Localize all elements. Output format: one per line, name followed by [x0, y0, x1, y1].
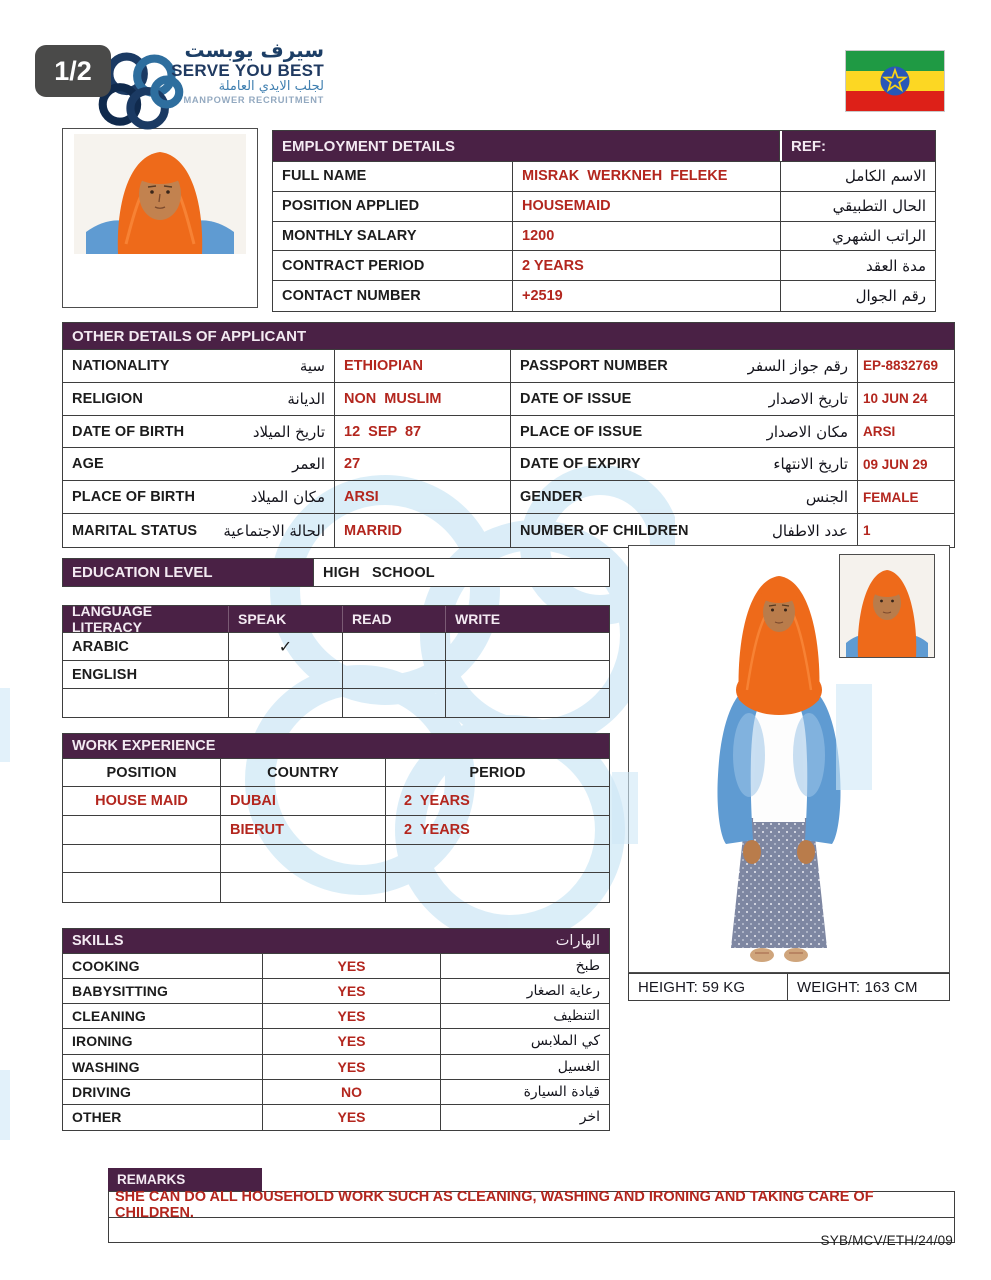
page-number-badge	[35, 45, 111, 97]
physical-stats-row	[628, 973, 950, 1001]
agency-name-english: SERVE YOU BEST	[171, 61, 324, 81]
employment-section-header: EMPLOYMENT DETAILS	[273, 131, 780, 161]
check-mark-icon: ✓	[278, 638, 293, 656]
column-header: COUNTRY	[267, 764, 339, 781]
table-row	[273, 251, 935, 281]
field-value: MARRID	[344, 522, 402, 539]
country-value: BIERUT	[230, 821, 284, 838]
field-value: 2 YEARS	[522, 257, 584, 274]
field-label: PASSPORT NUMBER	[520, 357, 668, 374]
field-value: HOUSEMAID	[522, 198, 611, 215]
field-label: DATE OF EXPIRY	[520, 456, 641, 473]
agency-logo-text	[128, 39, 324, 105]
field-label: GENDER	[520, 489, 583, 506]
field-label: DATE OF ISSUE	[520, 390, 632, 407]
field-value: NON MUSLIM	[344, 390, 442, 407]
field-value: +2519	[522, 288, 563, 305]
table-row	[63, 633, 609, 661]
table-row	[63, 416, 954, 449]
field-value: ARSI	[344, 489, 379, 506]
field-label-arabic: الحال التطبيقي	[832, 197, 926, 216]
position-value: HOUSE MAID	[95, 792, 188, 809]
table-row: DRIVING NO قيادة السيارة	[63, 1080, 609, 1105]
field-value: 12 SEP 87	[344, 423, 422, 440]
headshot-illustration	[74, 134, 246, 254]
field-label: CONTRACT PERIOD	[282, 257, 425, 274]
field-label-arabic: مدة العقد	[866, 256, 926, 275]
education-level-value: HIGH SCHOOL	[323, 564, 435, 581]
table-row	[63, 514, 954, 547]
table-row	[63, 481, 954, 514]
table-row: OTHER YES اخر	[63, 1105, 609, 1130]
field-label-arabic: الراتب الشهري	[832, 226, 926, 245]
field-value: 27	[344, 456, 361, 473]
field-value: EP-8832769	[863, 358, 939, 374]
field-value: ETHIOPIAN	[344, 357, 423, 374]
field-label: FULL NAME	[282, 168, 367, 185]
inset-headshot-illustration	[840, 555, 934, 657]
applicant-fullbody-photo	[628, 545, 950, 973]
field-label: CONTACT NUMBER	[282, 288, 421, 305]
skill-label: COOKING	[72, 958, 140, 975]
field-label: MARITAL STATUS	[72, 522, 198, 539]
column-header: READ	[352, 611, 392, 627]
table-row	[63, 448, 954, 481]
field-value: 1200	[522, 227, 555, 244]
field-label-arabic: الديانة	[287, 389, 325, 408]
field-label-arabic: الجنس	[805, 488, 848, 507]
education-level-label: EDUCATION LEVEL	[63, 559, 314, 586]
table-row	[63, 661, 609, 689]
remarks-text: SHE CAN DO ALL HOUSEHOLD WORK SUCH AS CLEANING, WASHING AND IRONING AND TAKING CARE OF CHILDREN.	[115, 1188, 874, 1221]
column-header: LANGUAGE LITERACY	[72, 606, 153, 632]
table-row	[273, 281, 935, 311]
table-row	[273, 192, 935, 222]
table-row	[63, 873, 609, 902]
field-value: 10 JUN 24	[863, 391, 928, 407]
field-value: ARSI	[863, 424, 896, 440]
field-label-arabic: مكان الميلاد	[250, 488, 325, 507]
field-label-arabic: مكان الاصدار	[766, 422, 848, 441]
ref-label: REF:	[780, 131, 935, 161]
education-level-bar	[62, 558, 610, 587]
table-row	[63, 383, 954, 416]
other-details-table	[62, 322, 955, 548]
country-value: DUBAI	[230, 792, 276, 809]
remarks-text-row	[108, 1188, 955, 1221]
field-label: POSITION APPLIED	[282, 198, 420, 215]
field-label: NATIONALITY	[72, 357, 170, 374]
agency-tagline-arabic: لجلب الايدي العاملة	[218, 79, 324, 95]
table-row	[63, 350, 954, 383]
field-label-arabic: رقم جواز السفر	[747, 356, 848, 375]
field-value: FEMALE	[863, 489, 919, 505]
agency-tagline-english: MANPOWER RECRUITMENT	[183, 94, 324, 105]
table-row	[63, 954, 609, 979]
skill-label-arabic: طبخ	[575, 958, 600, 975]
other-details-section-header: OTHER DETAILS OF APPLICANT	[63, 323, 954, 349]
period-value: 2 YEARS	[404, 821, 470, 838]
watermark-patch	[0, 688, 10, 762]
field-label-arabic: سية	[299, 356, 325, 375]
column-header: SPEAK	[238, 611, 287, 627]
field-label-arabic: عدد الاطفال	[772, 521, 848, 540]
column-header: WRITE	[455, 611, 501, 627]
height-value: HEIGHT: 59 KG	[638, 978, 746, 996]
table-row	[273, 222, 935, 252]
watermark-patch	[0, 1070, 10, 1140]
field-label: RELIGION	[72, 390, 143, 407]
field-label-arabic: تاريخ الاصدار	[768, 389, 848, 408]
ethiopia-flag-icon	[845, 50, 945, 112]
table-row	[63, 787, 609, 816]
employment-details-table	[272, 130, 936, 312]
table-row: WASHING YES الغسيل	[63, 1055, 609, 1080]
period-value: 2 YEARS	[404, 792, 470, 809]
table-row: BABYSITTING YES رعاية الصغار	[63, 979, 609, 1004]
work-experience-table	[62, 733, 610, 903]
field-label-arabic: الاسم الكامل	[844, 167, 926, 186]
applicant-headshot-photo	[62, 128, 258, 308]
table-row: IRONING YES كي الملابس	[63, 1029, 609, 1054]
column-header: POSITION	[106, 764, 177, 781]
field-value: 1	[863, 523, 871, 539]
table-row: CLEANING YES التنظيف	[63, 1004, 609, 1029]
agency-name-arabic: سيرف يوبست	[184, 38, 324, 62]
column-header: PERIOD	[469, 764, 526, 781]
skills-table	[62, 928, 610, 1131]
field-value: MISRAK WERKNEH FELEKE	[522, 168, 728, 185]
field-label: NUMBER OF CHILDREN	[520, 522, 689, 539]
language-literacy-table	[62, 605, 610, 718]
field-label: DATE OF BIRTH	[72, 423, 185, 440]
table-row	[63, 689, 609, 717]
table-row	[273, 162, 935, 192]
skills-section-header-arabic: الهارات	[555, 933, 600, 949]
table-row	[63, 816, 609, 845]
remarks-section-header: REMARKS	[108, 1168, 262, 1191]
field-label: AGE	[72, 456, 104, 473]
field-label: PLACE OF BIRTH	[72, 489, 196, 506]
page-number: 1/2	[54, 55, 92, 86]
table-row	[63, 845, 609, 874]
work-experience-section-header: WORK EXPERIENCE	[63, 734, 609, 758]
document-code: SYB/MCV/ETH/24/09	[820, 1233, 953, 1248]
field-label: MONTHLY SALARY	[282, 227, 417, 244]
inset-headshot-photo	[839, 554, 935, 658]
field-label: PLACE OF ISSUE	[520, 423, 643, 440]
weight-value: WEIGHT: 163 CM	[797, 978, 918, 996]
field-value: 09 JUN 29	[863, 456, 928, 472]
language-name: ENGLISH	[72, 666, 138, 683]
skills-section-header: SKILLS	[72, 933, 124, 949]
field-label-arabic: تاريخ الميلاد	[252, 422, 325, 441]
field-label-arabic: الحالة الاجتماعية	[223, 521, 325, 540]
field-label-arabic: رقم الجوال	[855, 287, 926, 306]
field-label-arabic: العمر	[292, 455, 325, 474]
language-name: ARABIC	[72, 638, 129, 655]
field-label-arabic: تاريخ الانتهاء	[773, 455, 848, 474]
skill-value: YES	[337, 958, 366, 975]
